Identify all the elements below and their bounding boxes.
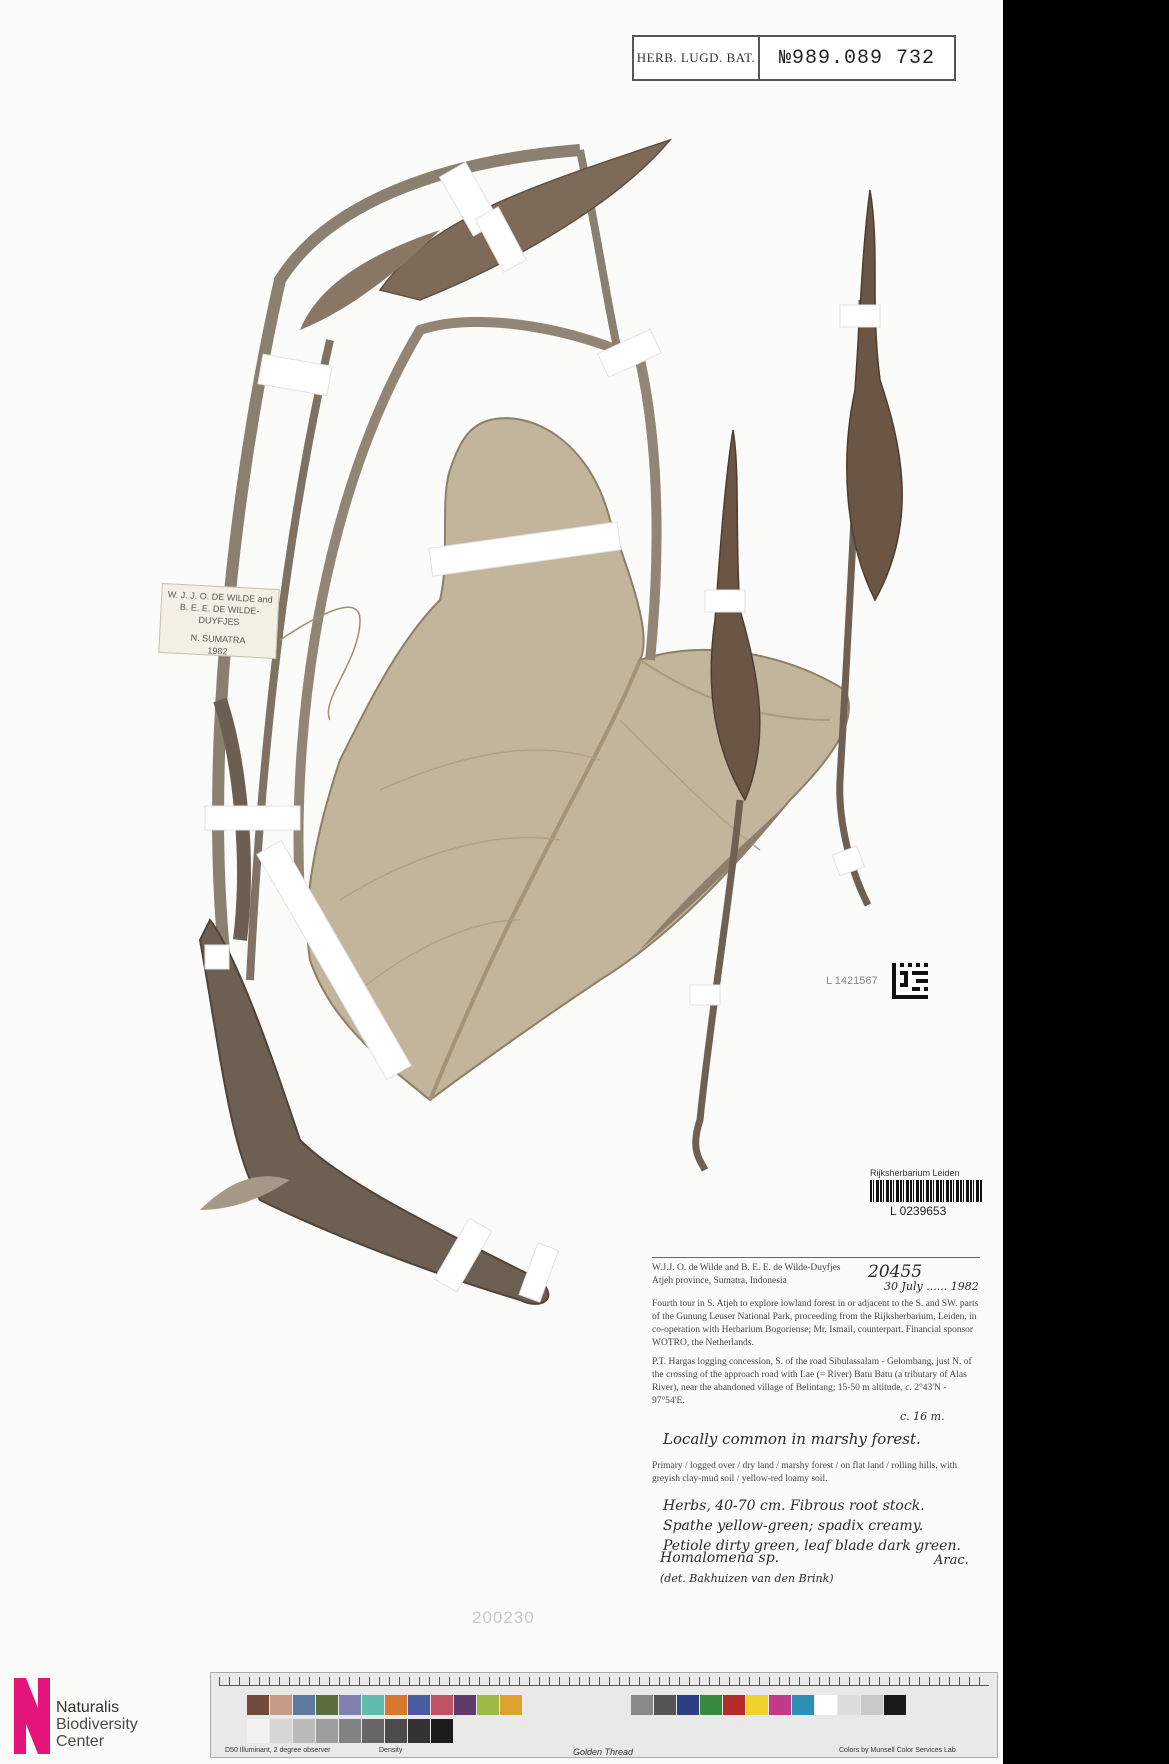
label-locality: P.T. Hargas logging concession, S. of the road Sibulassalam - Gelombang, just N. of the crossing of the approach road with Lae (= River) Batu Batu (a tributary of Alas River), near the abandoned village of Belintang; 15-50 m altitude, c. 2°43'N - 97°54'E.	[652, 1357, 972, 1406]
altitude-note: c. 16 m.	[900, 1410, 945, 1423]
description-line-1: Herbs, 40-70 cm. Fibrous root stock.	[663, 1498, 925, 1514]
taxon-name: Homalomena sp.	[660, 1550, 780, 1566]
barcode-number: L 0239653	[890, 1204, 947, 1218]
label-collectors: W.J.J. O. de Wilde and B. E. E. de Wilde-Duyfjes	[652, 1263, 841, 1273]
tag-locality: N. SUMATRA	[190, 632, 246, 646]
black-background	[1003, 0, 1169, 1764]
accession-number: 200230	[472, 1608, 535, 1627]
description-line-2: Spathe yellow-green; spadix creamy.	[663, 1518, 924, 1534]
colour-patches	[247, 1695, 523, 1715]
plant-description	[663, 1496, 983, 1556]
collection-number: 20455	[868, 1262, 923, 1282]
habit-note: Locally common in marshy forest.	[663, 1430, 921, 1448]
small-barcode-number: L 1421567	[826, 975, 878, 987]
naturalis-logo	[10, 1676, 150, 1756]
institution-code: HERB. LUGD. BAT.	[634, 37, 760, 79]
tag-collectors-1: W. J. J. O. DE WILDE and	[167, 589, 273, 605]
label-province: Atjeh province, Sumatra, Indonesia	[652, 1276, 787, 1286]
naturalis-n-icon	[14, 1678, 50, 1754]
collection-date: 30 July ...... 1982	[884, 1280, 979, 1293]
strip-brand: Golden Thread	[573, 1747, 634, 1757]
label-expedition: Fourth tour in S. Atjeh to explore lowland forest in or adjacent to the S. and SW. parts of the Gunung Leuser National Park, proceeding from the Rijksherbarium, Leiden, in co-operation with Herbarium Bogoriense; Mr. Ismail, counterpart. Financial sponsor WOTRO, the Netherlands.	[652, 1299, 979, 1348]
datamatrix-code-icon	[892, 963, 928, 999]
colour-calibration-strip	[210, 1672, 998, 1758]
sheet-number: №989.089 732	[778, 46, 936, 70]
colour-patches-right	[631, 1695, 907, 1715]
family-name: Arac.	[934, 1553, 969, 1568]
logo-line-1: Naturalis	[56, 1699, 120, 1716]
spathe-right	[847, 190, 902, 600]
scale-ruler	[219, 1677, 989, 1686]
upper-spathe	[380, 140, 670, 300]
strip-left-text: D50 Illuminant, 2 degree observer	[225, 1747, 331, 1754]
barcode-icon	[870, 1180, 982, 1202]
barcode-institute: Rijksherbarium Leiden	[870, 1168, 960, 1178]
logo-line-3: Center	[56, 1733, 105, 1750]
leaf-blade	[307, 418, 849, 1100]
gray-patches	[247, 1719, 454, 1743]
barcode-label	[870, 1168, 982, 1218]
collector-tag	[158, 583, 280, 659]
description-line-3: Petiole dirty green, leaf blade dark green.	[663, 1538, 961, 1554]
tag-collectors-2: B. E. E. DE WILDE-DUYFJES	[179, 601, 260, 628]
strip-right-text: Colors by Munsell Color Services Lab	[839, 1747, 956, 1754]
logo-line-2: Biodiversity	[56, 1716, 138, 1733]
habitat-text: Primary / logged over / dry land / marshy forest / on flat land / rolling hills, with greyish clay-mud soil / yellow-red loamy soil.	[652, 1461, 958, 1484]
tag-year: 1982	[207, 645, 228, 657]
strip-density-text: Density	[379, 1747, 403, 1754]
determiner: (det. Bakhuizen van den Brink)	[660, 1572, 834, 1585]
label-rule	[652, 1257, 980, 1258]
